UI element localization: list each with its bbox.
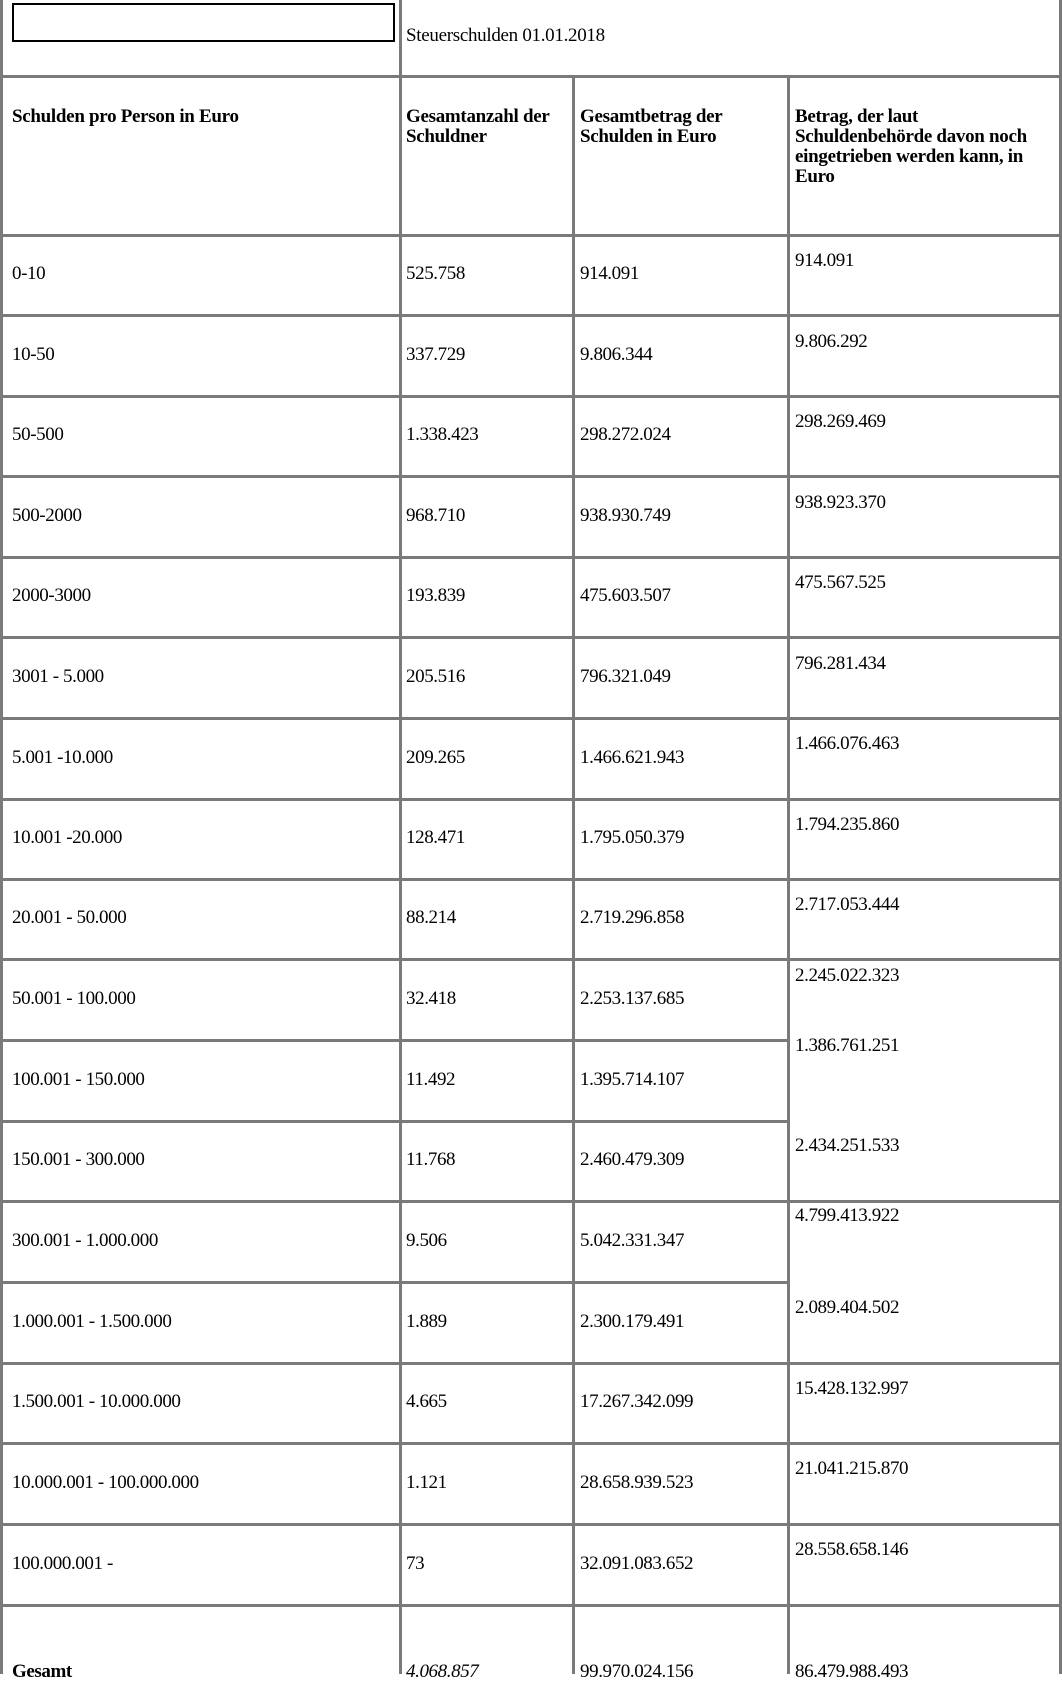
cell-debtor-count: 32.418 [406,988,456,1009]
cell-recoverable-amount: 298.269.469 [795,411,886,432]
cell-debt-total: 796.321.049 [580,666,671,687]
cell-debt-range: 5.001 -10.000 [12,747,113,768]
total-row-label: Gesamt [12,1661,72,1682]
cell-debt-total: 2.460.479.309 [580,1149,685,1170]
grid-line [572,75,575,1674]
cell-debtor-count: 11.768 [406,1149,456,1170]
cell-debtor-count: 337.729 [406,344,465,365]
cell-recoverable-amount: 2.245.022.323 [795,965,900,986]
cell-recoverable-amount: 1.386.761.251 [795,1035,900,1056]
cell-recoverable-amount: 796.281.434 [795,653,886,674]
grid-line [3,1442,1062,1445]
grid-line [787,75,790,1674]
cell-debt-total: 1.795.050.379 [580,827,685,848]
cell-recoverable-amount: 914.091 [795,250,854,271]
cell-debt-range: 500-2000 [12,505,82,526]
cell-debt-range: 3001 - 5.000 [12,666,104,687]
cell-debt-total: 2.300.179.491 [580,1311,685,1332]
cell-recoverable-amount: 2.434.251.533 [795,1135,900,1156]
cell-recoverable-amount: 4.799.413.922 [795,1205,900,1226]
total-row-recoverable: 86.479.988.493 [795,1661,909,1682]
cell-debt-total: 5.042.331.347 [580,1230,685,1251]
cell-recoverable-amount: 9.806.292 [795,331,868,352]
cell-debtor-count: 9.506 [406,1230,447,1251]
cell-debtor-count: 11.492 [406,1069,456,1090]
grid-line [3,1281,790,1284]
total-row-sum: 99.970.024.156 [580,1661,694,1682]
cell-debt-total: 32.091.083.652 [580,1553,694,1574]
cell-debt-total: 1.466.621.943 [580,747,685,768]
grid-line [3,1362,1062,1365]
cell-debtor-count: 193.839 [406,585,465,606]
grid-line [3,798,1062,801]
grid-line [3,395,1062,398]
grid-line [3,75,1062,78]
empty-corner-box [12,3,395,42]
grid-line [3,717,1062,720]
cell-debtor-count: 209.265 [406,747,465,768]
cell-debt-range: 20.001 - 50.000 [12,907,127,928]
table-title: Steuerschulden 01.01.2018 [406,25,605,46]
cell-debtor-count: 128.471 [406,827,465,848]
header-debt-per-person: Schulden pro Person in Euro [12,106,239,127]
cell-recoverable-amount: 1.794.235.860 [795,814,900,835]
cell-debt-total: 2.719.296.858 [580,907,685,928]
cell-debtor-count: 525.758 [406,263,465,284]
cell-debt-range: 150.001 - 300.000 [12,1149,145,1170]
cell-debt-range: 1.000.001 - 1.500.000 [12,1311,172,1332]
cell-debt-total: 2.253.137.685 [580,988,685,1009]
cell-debt-total: 475.603.507 [580,585,671,606]
grid-line [3,958,1062,961]
grid-line [3,1200,1062,1203]
cell-recoverable-amount: 938.923.370 [795,492,886,513]
cell-debt-total: 298.272.024 [580,424,671,445]
cell-debt-range: 50-500 [12,424,64,445]
cell-debtor-count: 1.121 [406,1472,447,1493]
cell-debt-range: 100.000.001 - [12,1553,113,1574]
cell-debt-total: 938.930.749 [580,505,671,526]
cell-debt-total: 28.658.939.523 [580,1472,694,1493]
grid-line [3,1604,1062,1607]
cell-debt-range: 50.001 - 100.000 [12,988,136,1009]
cell-recoverable-amount: 2.089.404.502 [795,1297,900,1318]
cell-debtor-count: 88.214 [406,907,456,928]
header-debtor-count: Gesamtanzahl der Schuldner [406,106,550,147]
cell-debt-total: 1.395.714.107 [580,1069,685,1090]
cell-debt-range: 0-10 [12,263,46,284]
cell-recoverable-amount: 15.428.132.997 [795,1378,909,1399]
cell-debt-total: 914.091 [580,263,639,284]
total-row-count: 4.068.857 [406,1661,479,1682]
cell-debtor-count: 968.710 [406,505,465,526]
cell-debtor-count: 1.889 [406,1311,447,1332]
cell-debt-range: 10-50 [12,344,55,365]
cell-debt-range: 100.001 - 150.000 [12,1069,145,1090]
grid-line [3,878,1062,881]
grid-line [3,1120,790,1123]
grid-line [3,556,1062,559]
cell-recoverable-amount: 28.558.658.146 [795,1539,909,1560]
grid-line [3,314,1062,317]
cell-debtor-count: 73 [406,1553,425,1574]
cell-debt-range: 10.000.001 - 100.000.000 [12,1472,199,1493]
header-debt-total: Gesamtbetrag der Schulden in Euro [580,106,723,147]
grid-line [3,1523,1062,1526]
header-recoverable-amount: Betrag, der laut Schuldenbehörde davon noch eingetrieben werden kann, in Euro [795,106,1027,187]
cell-debt-range: 300.001 - 1.000.000 [12,1230,158,1251]
cell-recoverable-amount: 21.041.215.870 [795,1458,909,1479]
grid-line [3,234,1062,237]
cell-debtor-count: 205.516 [406,666,465,687]
cell-debt-range: 2000-3000 [12,585,91,606]
cell-debt-range: 10.001 -20.000 [12,827,122,848]
cell-recoverable-amount: 1.466.076.463 [795,733,900,754]
grid-line [3,636,1062,639]
grid-line [399,0,402,1674]
grid-line [3,1039,790,1042]
grid-line [3,475,1062,478]
cell-debt-total: 9.806.344 [580,344,653,365]
cell-debtor-count: 1.338.423 [406,424,479,445]
cell-debt-range: 1.500.001 - 10.000.000 [12,1391,181,1412]
cell-debt-total: 17.267.342.099 [580,1391,694,1412]
cell-recoverable-amount: 2.717.053.444 [795,894,900,915]
cell-debtor-count: 4.665 [406,1391,447,1412]
cell-recoverable-amount: 475.567.525 [795,572,886,593]
